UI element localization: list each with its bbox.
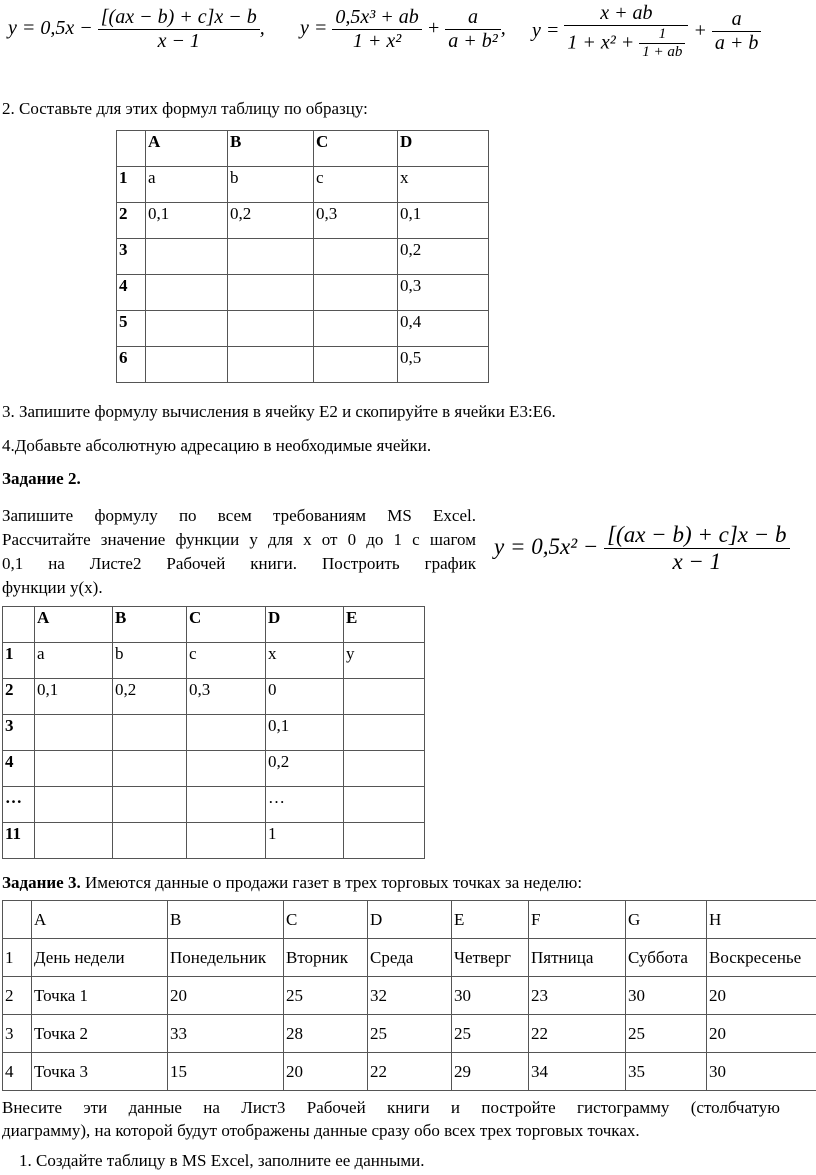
table-2 (2, 606, 425, 859)
table-3-cell: 30 (707, 1053, 816, 1091)
table-3-cell: Четверг (452, 939, 529, 977)
table-1-row (117, 347, 489, 383)
table-1-cell (146, 275, 228, 311)
table-3-column-header: B (168, 901, 284, 939)
table-2-cell: x (266, 643, 344, 679)
table-1-cell (228, 275, 314, 311)
table-3-cell: День недели (32, 939, 168, 977)
task-3-after-paragraph (2, 1096, 780, 1142)
table-3-column-header: C (284, 901, 368, 939)
table-3-row (3, 977, 816, 1015)
table-2-cell: y (344, 643, 425, 679)
table-2-row (3, 751, 425, 787)
table-2-row-header: 3 (3, 715, 35, 751)
table-3-header-row (3, 901, 816, 939)
table-2-row-header: 1 (3, 643, 35, 679)
formula-3-nested-denominator: 1 + ab (642, 44, 683, 61)
task-3-after-line-1: Внесите эти данные на Лист3 Рабочей книги и постройте гистограмму (столбчатую (2, 1098, 780, 1117)
table-2-cell (344, 751, 425, 787)
table-2-column-header (3, 607, 35, 643)
table-3-cell: 25 (626, 1015, 707, 1053)
formula-2-plus: + (426, 17, 441, 40)
table-2-cell: 1 (266, 823, 344, 859)
formula-2-fraction (332, 6, 421, 53)
formula-task-2-numerator: [(ax − b) + c]x − b (604, 522, 789, 549)
table-1-cell (228, 239, 314, 275)
formula-3-plus: + (693, 19, 707, 42)
table-1-cell: c (314, 167, 398, 203)
table-1-cell (228, 347, 314, 383)
table-2-cell (187, 715, 266, 751)
table-2-column-header: E (344, 607, 425, 643)
table-3-cell: 29 (452, 1053, 529, 1091)
table-1-header-row (117, 131, 489, 167)
table-3-cell: Среда (368, 939, 452, 977)
table-3-cell: 33 (168, 1015, 284, 1053)
table-3-row (3, 1053, 816, 1091)
table-1-cell: 0,5 (398, 347, 489, 383)
table-2-cell (113, 787, 187, 823)
table-1 (116, 130, 489, 383)
formula-3-nested-numerator: 1 (639, 26, 685, 44)
table-3-cell: Точка 1 (32, 977, 168, 1015)
table-1-cell: x (398, 167, 489, 203)
table-3-cell: Понедельник (168, 939, 284, 977)
table-3-row-header: 2 (3, 977, 32, 1015)
formula-2-lhs: y = (300, 17, 328, 40)
task-2-line-1: Запишите формулу по всем требованиям MS Excel. (2, 506, 476, 525)
table-2-column-header: C (187, 607, 266, 643)
formula-3-denominator-2: a + b (714, 32, 759, 55)
task-2-title: Задание 2. (2, 469, 81, 488)
table-3-cell: 30 (452, 977, 529, 1015)
step-3-text: 3. Запишите формулу вычисления в ячейку Е2 и скопируйте в ячейки Е3:Е6. (2, 402, 556, 421)
formula-task-2 (494, 522, 790, 576)
table-2-cell (35, 823, 113, 859)
formula-3-fraction-2 (712, 8, 762, 55)
task-2-line-4: функции y(x). (2, 578, 103, 597)
table-1-cell: 0,1 (146, 203, 228, 239)
table-2-row (3, 715, 425, 751)
table-2-cell: 0 (266, 679, 344, 715)
table-3-column-header: E (452, 901, 529, 939)
table-3-cell: 23 (529, 977, 626, 1015)
table-2-cell (113, 715, 187, 751)
formula-2-denominator-2: a + b² (448, 30, 498, 52)
formula-2 (300, 6, 506, 53)
table-2-row-header: 4 (3, 751, 35, 787)
task-3-after-line-2: диаграмму), на которой будут отображены данные сразу обо всех трех торговых точках. (2, 1121, 640, 1140)
table-2-cell (35, 787, 113, 823)
formula-3-denominator-left: 1 + x² + (567, 31, 635, 54)
table-2-cell (113, 823, 187, 859)
table-2-cell: 0,3 (187, 679, 266, 715)
formula-task-2-denominator: x − 1 (672, 549, 722, 575)
formula-2-fraction-2 (445, 6, 501, 53)
table-1-row-header: 2 (117, 203, 146, 239)
table-3-cell: 15 (168, 1053, 284, 1091)
table-3-cell: 32 (368, 977, 452, 1015)
table-3 (2, 900, 816, 1091)
table-1-cell: 0,3 (314, 203, 398, 239)
table-2-row-header: … (3, 787, 35, 823)
table-1-cell: 0,2 (228, 203, 314, 239)
table-3-cell: Воскресенье (707, 939, 816, 977)
table-2-cell (187, 787, 266, 823)
table-2-header-row (3, 607, 425, 643)
formula-1-tail: , (259, 17, 265, 40)
table-2-cell (113, 751, 187, 787)
table-3-column-header (3, 901, 32, 939)
table-2-cell (35, 715, 113, 751)
table-2-cell (35, 751, 113, 787)
table-3-column-header: A (32, 901, 168, 939)
table-1-column-header: C (314, 131, 398, 167)
table-1-column-header (117, 131, 146, 167)
table-1-row (117, 275, 489, 311)
formula-3-lhs: y = (532, 19, 560, 42)
table-3-cell: 30 (626, 977, 707, 1015)
table-3-cell: Суббота (626, 939, 707, 977)
table-2-row (3, 643, 425, 679)
table-1-row-header: 3 (117, 239, 146, 275)
formula-1-numerator: [(ax − b) + c]x − b (98, 6, 260, 30)
table-3-column-header: G (626, 901, 707, 939)
table-2-row (3, 679, 425, 715)
table-3-column-header: F (529, 901, 626, 939)
table-2-cell (344, 787, 425, 823)
formula-1-denominator: x − 1 (157, 30, 200, 52)
table-1-cell (146, 311, 228, 347)
table-2-row (3, 787, 425, 823)
table-1-row-header: 1 (117, 167, 146, 203)
table-3-cell: 20 (168, 977, 284, 1015)
table-2-cell: c (187, 643, 266, 679)
table-1-cell: a (146, 167, 228, 203)
formula-2-numerator-2: a (445, 6, 501, 30)
table-3-cell: Точка 2 (32, 1015, 168, 1053)
table-3-cell: 20 (707, 1015, 816, 1053)
formula-3-fraction (564, 2, 688, 62)
table-1-cell: 0,4 (398, 311, 489, 347)
formula-2-tail: , (500, 17, 506, 40)
table-2-column-header: B (113, 607, 187, 643)
table-3-cell: 22 (529, 1015, 626, 1053)
table-2-cell (344, 715, 425, 751)
table-1-cell (314, 239, 398, 275)
table-2-cell: 0,2 (266, 751, 344, 787)
task-3-text: Имеются данные о продажи газет в трех торговых точках за неделю: (80, 873, 583, 892)
table-2-row-header: 2 (3, 679, 35, 715)
table-3-cell: 35 (626, 1053, 707, 1091)
table-1-row (117, 167, 489, 203)
table-2-row (3, 823, 425, 859)
table-3-row (3, 1015, 816, 1053)
table-3-cell: Вторник (284, 939, 368, 977)
table-1-cell: 0,2 (398, 239, 489, 275)
table-1-row (117, 311, 489, 347)
table-1-row-header: 4 (117, 275, 146, 311)
table-1-cell (314, 275, 398, 311)
task-2-line-3: 0,1 на Листе2 Рабочей книги. Построить график (2, 554, 476, 573)
formula-3-denominator (564, 26, 688, 62)
formula-task-2-fraction (604, 522, 789, 576)
table-3-cell: 34 (529, 1053, 626, 1091)
table-3-cell: 25 (284, 977, 368, 1015)
formula-2-numerator: 0,5x³ + ab (332, 6, 421, 30)
steps-list-item-1: 1. Создайте таблицу в MS Excel, заполните ее данными. (36, 1150, 424, 1171)
table-1-row (117, 203, 489, 239)
table-1-column-header: B (228, 131, 314, 167)
table-2-cell (187, 823, 266, 859)
formula-3-numerator-2: a (712, 8, 762, 32)
table-3-cell: 20 (284, 1053, 368, 1091)
table-3-cell: 25 (452, 1015, 529, 1053)
task-2-line-2: Рассчитайте значение функции y для x от 0 до 1 с шагом (2, 530, 476, 549)
steps-list (0, 1150, 424, 1171)
formula-1-fraction (98, 6, 260, 53)
table-2-cell: 0,1 (266, 715, 344, 751)
table-3-cell: 22 (368, 1053, 452, 1091)
table-3-column-header: D (368, 901, 452, 939)
table-1-column-header: A (146, 131, 228, 167)
table-3-cell: 25 (368, 1015, 452, 1053)
table-3-column-header: H (707, 901, 816, 939)
table-1-cell (314, 347, 398, 383)
table-1-cell: b (228, 167, 314, 203)
table-1-cell: 0,1 (398, 203, 489, 239)
table-3-cell: 28 (284, 1015, 368, 1053)
formula-1 (8, 6, 265, 53)
step-4-text: 4.Добавьте абсолютную адресацию в необходимые ячейки. (2, 436, 432, 455)
table-2-column-header: D (266, 607, 344, 643)
table-2-cell: b (113, 643, 187, 679)
table-3-cell: 20 (707, 977, 816, 1015)
formula-3-numerator: x + ab (564, 2, 688, 26)
table-1-cell: 0,3 (398, 275, 489, 311)
table-2-cell (187, 751, 266, 787)
table-1-cell (146, 239, 228, 275)
table-1-cell (314, 311, 398, 347)
table-2-cell: 0,1 (35, 679, 113, 715)
step-2-text: 2. Составьте для этих формул таблицу по образцу: (2, 99, 368, 118)
table-1-cell (146, 347, 228, 383)
table-3-cell: Пятница (529, 939, 626, 977)
formula-3-nested-fraction (639, 26, 685, 62)
formula-task-2-lhs: y = 0,5x² − (494, 534, 599, 560)
table-3-row-header: 1 (3, 939, 32, 977)
table-2-cell: 0,2 (113, 679, 187, 715)
table-1-column-header: D (398, 131, 489, 167)
table-2-column-header: A (35, 607, 113, 643)
table-1-row-header: 6 (117, 347, 146, 383)
task-2-paragraph (2, 504, 476, 600)
table-3-cell: Точка 3 (32, 1053, 168, 1091)
formula-2-denominator: 1 + x² (352, 30, 402, 52)
table-3-row-header: 4 (3, 1053, 32, 1091)
task-3-title: Задание 3. (2, 873, 81, 892)
table-1-row (117, 239, 489, 275)
table-2-cell: … (266, 787, 344, 823)
table-2-cell (344, 679, 425, 715)
table-2-cell: a (35, 643, 113, 679)
task-3-heading (2, 872, 582, 893)
table-2-cell (344, 823, 425, 859)
formula-1-lhs: y = 0,5x − (8, 17, 93, 40)
table-2-row-header: 11 (3, 823, 35, 859)
table-1-row-header: 5 (117, 311, 146, 347)
table-1-cell (228, 311, 314, 347)
table-3-row (3, 939, 816, 977)
formula-3 (532, 2, 761, 62)
table-3-row-header: 3 (3, 1015, 32, 1053)
